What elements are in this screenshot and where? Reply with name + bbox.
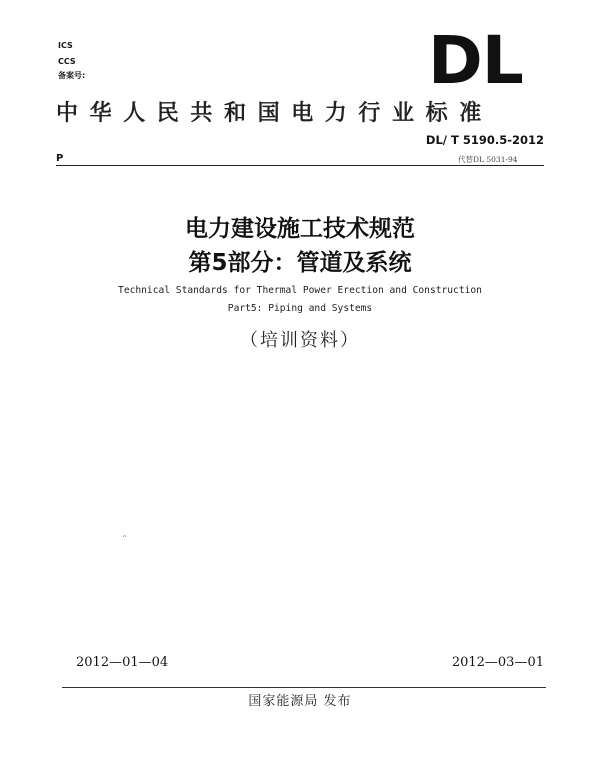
dl-logo: DL — [428, 22, 523, 99]
document-title-en: Technical Standards for Thermal Power Erection and Construction — [118, 285, 482, 296]
training-material-label: （培训资料） — [240, 330, 360, 351]
record-number-label: 备案号: — [58, 71, 86, 80]
publisher: 国家能源局 发布 — [248, 694, 352, 709]
replaces-standard: 代替DL 5031-94 — [458, 155, 518, 164]
standard-number: DL/ T 5190.5-2012 — [425, 133, 544, 147]
stray-mark: ^ — [122, 535, 128, 542]
ccs-label: CCS — [58, 57, 76, 66]
footer-divider — [62, 687, 546, 688]
document-title-zh: 电力建设施工技术规范 — [185, 216, 415, 242]
document-subtitle-en: Part5: Piping and Systems — [227, 303, 373, 314]
header-divider — [56, 165, 544, 166]
ics-label: ICS — [58, 41, 73, 50]
national-standard-title: 中华人民共和国电力行业标准 — [56, 101, 493, 126]
classification-code: P — [56, 153, 64, 164]
implementation-date: 2012—03—01 — [451, 655, 544, 670]
document-subtitle-zh: 第5部分：管道及系统 — [188, 250, 412, 276]
issue-date: 2012—01—04 — [76, 655, 169, 670]
